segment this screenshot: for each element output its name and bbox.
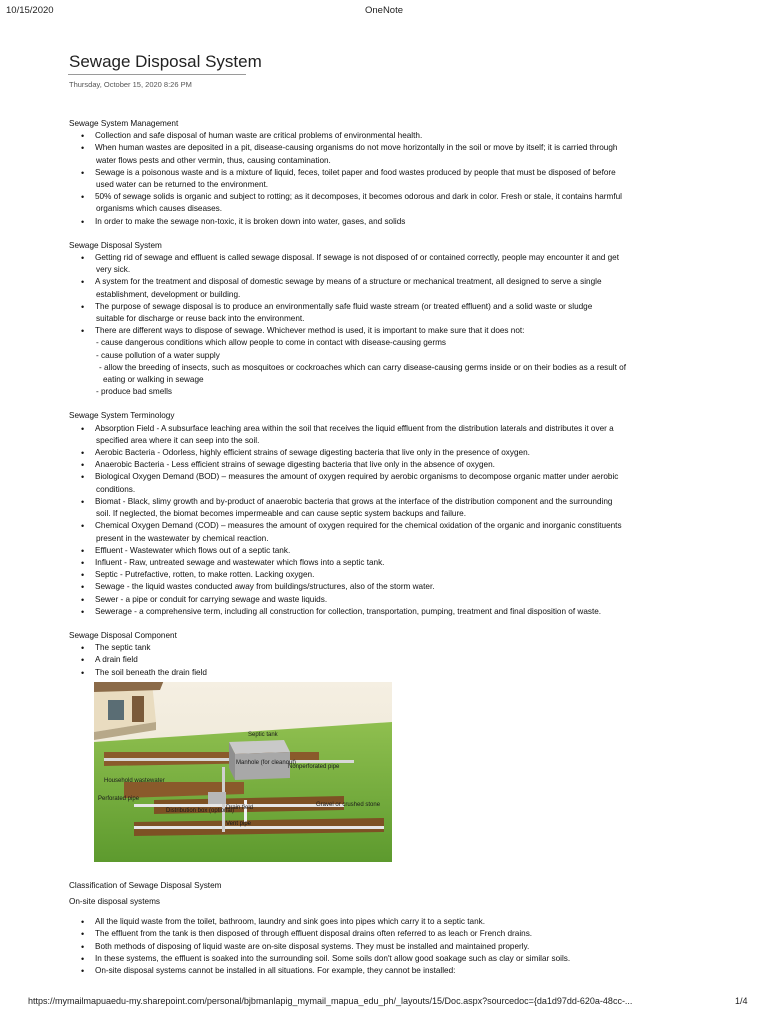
sub-item: - cause pollution of a water supply — [96, 350, 220, 360]
section-title-terminology: Sewage System Terminology — [69, 411, 175, 421]
print-app-name: OneNote — [364, 5, 404, 16]
list-item-continuation: suitable for discharge or reuse back into the environment. — [96, 314, 305, 324]
print-page-number: 1/4 — [735, 996, 748, 1006]
label-drain-field: Drain field — [226, 804, 254, 811]
management-list — [69, 130, 699, 228]
list-item: • Biomat - Black, slimy growth and by-product of anaerobic bacteria that grows at the interface of the distribution component and the surrounding — [69, 496, 699, 508]
list-item-continuation: used water can be returned to the environment. — [96, 180, 269, 190]
print-header — [0, 0, 768, 20]
label-perforated-pipe: Perforated pipe — [98, 795, 140, 802]
list-item: • Sewerage - a comprehensive term, including all construction for collection, transportation, pumping, treatment and final disposition of waste. — [69, 606, 699, 618]
page-title: Sewage Disposal System — [69, 52, 262, 71]
label-gravel: Gravel or crushed stone — [316, 801, 381, 808]
label-septic-tank: Septic tank — [248, 731, 278, 738]
list-item: • Absorption Field - A subsurface leaching area within the soil that receives the liquid effluent from the distribution laterals and distributes it over a — [69, 423, 699, 435]
sub-item: - allow the breeding of insects, such as mosquitoes or cockroaches which can carry disease-causing germs inside or on their bodies as a result of — [99, 362, 626, 372]
list-item-continuation: water flows pests and other vermin, thus, causing contamination. — [96, 155, 331, 165]
label-vent-pipe: Vent pipe — [226, 820, 252, 827]
septic-system-illustration — [94, 682, 392, 862]
vent-pipe — [244, 800, 247, 822]
list-item: • There are different ways to dispose of sewage. Whichever method is used, it is important to make sure that it does not: — [69, 325, 699, 337]
list-item: • Aerobic Bacteria - Odorless, highly efficient strains of sewage digesting bacteria that live only in the presence of oxygen. — [69, 447, 699, 459]
label-household-wastewater: Household wastewater — [104, 777, 165, 784]
list-item: • Collection and safe disposal of human waste are critical problems of environmental health. — [69, 130, 699, 142]
print-date: 10/15/2020 — [6, 5, 54, 16]
list-item-continuation: soil. If neglected, the biomat becomes impermeable and can cause septic system backups and failure. — [96, 509, 467, 519]
distribution-box — [208, 792, 226, 804]
list-item: • A drain field — [69, 654, 699, 666]
component-list — [69, 642, 699, 679]
list-item: • 50% of sewage solids is organic and subject to rotting; as it decomposes, it becomes odorous and dark in color. Fresh or stale, it contains harmful — [69, 191, 699, 203]
list-item: • Effluent - Wastewater which flows out of a septic tank. — [69, 545, 699, 557]
list-item-continuation: conditions. — [96, 484, 136, 494]
list-item: • Biological Oxygen Demand (BOD) – measures the amount of oxygen required by aerobic organisms to decompose organic matter under aerobic — [69, 471, 699, 483]
list-item: • Sewage is a poisonous waste and is a mixture of liquid, feces, toilet paper and food wastes produced by people that must be disposed of before — [69, 167, 699, 179]
sub-item: - produce bad smells — [96, 387, 172, 397]
list-item-continuation: establishment, development or building. — [96, 289, 241, 299]
list-item: • Both methods of disposing of liquid waste are on-site disposal systems. They must be installed and maintained properly. — [69, 941, 699, 953]
subsection-title-onsite: On-site disposal systems — [69, 896, 161, 906]
section-title-classification: Classification of Sewage Disposal System — [69, 880, 222, 890]
section-title-management: Sewage System Management — [69, 119, 179, 128]
list-item: • A system for the treatment and disposal of domestic sewage by means of a structure or mechanical treatment, all designed to serve a single — [69, 276, 699, 288]
label-nonperforated-pipe: Nonperforated pipe — [288, 763, 340, 770]
list-item: • The purpose of sewage disposal is to produce an environmentally safe fluid waste stream (or treated effluent) and a solid waste or sludge — [69, 301, 699, 313]
print-url: https://mymailmapuaedu-my.sharepoint.com/personal/bjbmanlapig_mymail_mapua_edu_ph/_layouts/15/Doc.aspx?sourcedoc={da1d97dd-620a-48cc-... — [28, 996, 633, 1006]
list-item: • In these systems, the effluent is soaked into the surrounding soil. Some soils don't allow good soakage such as clay or similar soils. — [69, 953, 699, 965]
label-distribution-box: Distribution box (optional) — [166, 807, 235, 814]
list-item: • Septic - Putrefactive, rotten, to make rotten. Lacking oxygen. — [69, 569, 699, 581]
list-item-continuation: organisms which causes diseases. — [96, 204, 223, 214]
title-underline — [68, 74, 246, 75]
terminology-list — [69, 423, 699, 618]
disposal-list — [69, 252, 699, 398]
section-title-component: Sewage Disposal Component — [69, 630, 177, 640]
list-item: • In order to make the sewage non-toxic, it is broken down into water, gases, and solids — [69, 216, 699, 228]
list-item: • Sewer - a pipe or conduit for carrying sewage and waste liquids. — [69, 594, 699, 606]
sub-item-continuation: eating or walking in sewage — [103, 375, 204, 385]
septic-diagram-svg — [94, 682, 392, 862]
list-item: • The septic tank — [69, 642, 699, 654]
list-item: • On-site disposal systems cannot be installed in all situations. For example, they cannot be installed: — [69, 965, 699, 977]
list-item: • Anaerobic Bacteria - Less efficient strains of sewage digesting bacteria that live only in the absence of oxygen. — [69, 459, 699, 471]
list-item: • The soil beneath the drain field — [69, 667, 699, 679]
list-item-continuation: specified area where it can seep into the soil. — [96, 435, 260, 445]
list-item: • Chemical Oxygen Demand (COD) – measures the amount of oxygen required for the chemical oxidation of the organic and inorganic constituents — [69, 520, 699, 532]
classification-list — [69, 916, 699, 977]
label-manhole: Manhole (for cleanout) — [236, 759, 297, 766]
list-item-continuation: present in the wastewater by chemical reaction. — [96, 533, 269, 543]
list-item: • Getting rid of sewage and effluent is called sewage disposal. If sewage is not disposed of or contained correctly, people may encounter it and get — [69, 252, 699, 264]
list-item-continuation: very sick. — [96, 265, 131, 275]
list-item: • The effluent from the tank is then disposed of through effluent disposal drains often referred to as leach or French drains. — [69, 928, 699, 940]
list-item: • Sewage - the liquid wastes conducted away from buildings/structures, also of the storm water. — [69, 581, 699, 593]
note-body — [69, 118, 699, 977]
sub-item: - cause dangerous conditions which allow people to come in contact with disease-causing germs — [96, 338, 446, 348]
list-item: • When human wastes are deposited in a pit, disease-causing organisms do not move horizontally in the soil or move by itself; it is carried through — [69, 142, 699, 154]
section-title-disposal: Sewage Disposal System — [69, 240, 162, 250]
list-item: • All the liquid waste from the toilet, bathroom, laundry and sink goes into pipes which carry it to a septic tank. — [69, 916, 699, 928]
list-item: • Influent - Raw, untreated sewage and wastewater which flows into a septic tank. — [69, 557, 699, 569]
page-date-time: Thursday, October 15, 2020 8:26 PM — [69, 80, 192, 89]
